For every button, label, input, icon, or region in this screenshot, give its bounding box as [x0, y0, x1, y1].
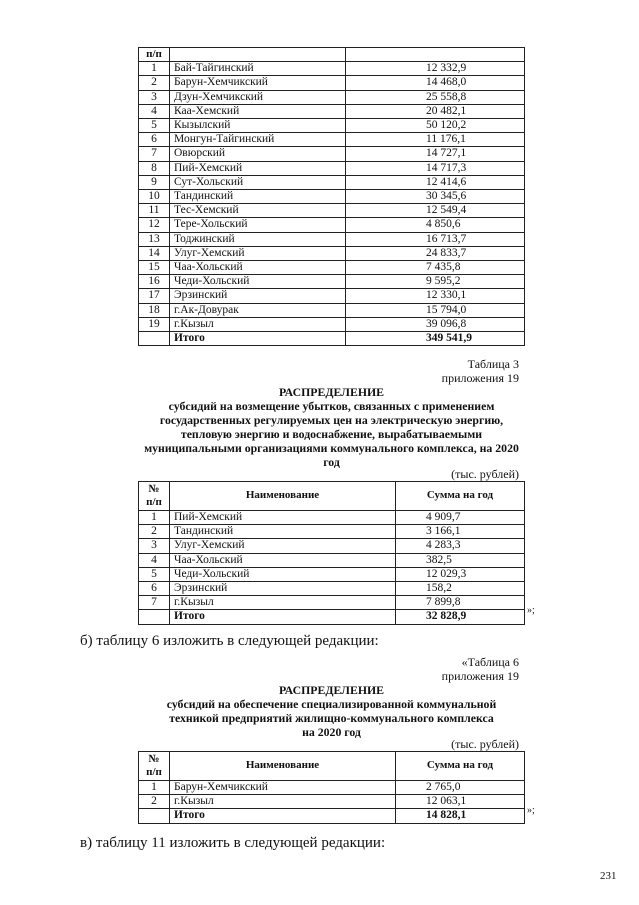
row-num: 4 [139, 553, 170, 567]
row-sum: 14 468,0 [346, 76, 525, 90]
row-sum: 24 833,7 [346, 246, 525, 260]
instruction-v: в) таблицу 11 изложить в следующей редакции: [80, 835, 386, 851]
row-sum: 14 727,1 [346, 147, 525, 161]
row-name: Тандинский [170, 190, 346, 204]
row-num: 17 [139, 289, 170, 303]
subtitle-3: на 2020 год [302, 725, 361, 739]
row-sum: 2 765,0 [396, 781, 525, 795]
header-sum: Сумма на год [396, 482, 525, 511]
subtitle-3: тепловую энергию и водоснабжение, вырабатываемыми [180, 427, 483, 441]
subtitle-1: субсидий на возмещение убытков, связанных с применением [168, 399, 495, 413]
table-row [139, 525, 525, 539]
row-num: 6 [139, 582, 170, 596]
table-1-header [139, 48, 525, 62]
row-sum: 12 063,1 [396, 795, 525, 809]
header-num-2: п/п [146, 496, 162, 508]
row-sum: 14 717,3 [346, 161, 525, 175]
instruction-b: б) таблицу 6 изложить в следующей редакции: [80, 633, 379, 649]
row-num: 1 [139, 511, 170, 525]
header-num [139, 482, 170, 511]
row-name: Эрзинский [170, 289, 346, 303]
table-1 [138, 47, 525, 346]
row-name: Тоджинский [170, 232, 346, 246]
table-6-header [139, 752, 525, 781]
table-3 [138, 481, 525, 625]
header-num-2: п/п [146, 766, 162, 778]
row-sum: 7 899,8 [396, 596, 525, 610]
row-name: г.Ак-Довурак [170, 303, 346, 317]
table-row [139, 582, 525, 596]
row-sum: 7 435,8 [346, 261, 525, 275]
row-num: 14 [139, 246, 170, 260]
table-row [139, 317, 525, 331]
heading: РАСПРЕДЕЛЕНИЕ [278, 683, 385, 697]
row-sum: 4 850,6 [346, 218, 525, 232]
units-label: (тыс. рублей) [451, 467, 519, 481]
row-name: Монгун-Тайгинский [170, 133, 346, 147]
row-name: Пий-Хемский [170, 511, 396, 525]
row-num: 19 [139, 317, 170, 331]
table-row [139, 303, 525, 317]
table-row [139, 795, 525, 809]
row-num: 1 [139, 781, 170, 795]
table-6-title [138, 683, 525, 739]
row-sum: 30 345,6 [346, 190, 525, 204]
row-name: Пий-Хемский [170, 161, 346, 175]
row-num: 2 [139, 525, 170, 539]
row-num: 7 [139, 596, 170, 610]
row-num: 8 [139, 161, 170, 175]
ref-line-2: приложения 19 [441, 371, 519, 385]
header-num: п/п [139, 48, 170, 62]
row-sum: 382,5 [396, 553, 525, 567]
end-mark: »; [527, 805, 535, 816]
row-name: Чеди-Хольский [170, 567, 396, 581]
table-6 [138, 751, 525, 824]
table-3-body [139, 511, 525, 610]
total-sum: 349 541,9 [346, 332, 525, 346]
header-sum: Сумма на год [396, 752, 525, 781]
header-name: Наименование [170, 752, 396, 781]
total-label: Итого [170, 610, 396, 624]
table-3-title [138, 385, 525, 469]
table-row [139, 511, 525, 525]
table-6-total [139, 809, 525, 823]
subtitle-5: год [323, 455, 340, 469]
row-name: Тере-Хольский [170, 218, 346, 232]
table-row [139, 90, 525, 104]
table-row [139, 596, 525, 610]
total-label: Итого [170, 809, 396, 823]
table-row [139, 218, 525, 232]
end-mark: »; [527, 605, 535, 616]
header-num-1: № [148, 753, 160, 765]
header-name: Наименование [170, 482, 396, 511]
row-num: 11 [139, 204, 170, 218]
row-num: 13 [139, 232, 170, 246]
row-num: 6 [139, 133, 170, 147]
row-name: Улуг-Хемский [170, 246, 346, 260]
row-sum: 3 166,1 [396, 525, 525, 539]
table-3-header [139, 482, 525, 511]
row-sum: 50 120,2 [346, 119, 525, 133]
table-row [139, 119, 525, 133]
total-num [139, 610, 170, 624]
header-sum [346, 48, 525, 62]
table-row [139, 232, 525, 246]
total-label: Итого [170, 332, 346, 346]
header-num-1: № [148, 483, 160, 495]
row-sum: 4 283,3 [396, 539, 525, 553]
table-row [139, 133, 525, 147]
table-row [139, 539, 525, 553]
row-num: 3 [139, 90, 170, 104]
subtitle-1: субсидий на обеспечение специализированной коммунальной [166, 697, 497, 711]
table-row [139, 781, 525, 795]
table-row [139, 275, 525, 289]
table-row [139, 76, 525, 90]
total-sum: 14 828,1 [396, 809, 525, 823]
table-row [139, 246, 525, 260]
row-num: 2 [139, 76, 170, 90]
row-name: Барун-Хемчикский [170, 781, 396, 795]
row-name: Улуг-Хемский [170, 539, 396, 553]
ref-line-1: Таблица 3 [467, 357, 519, 371]
table-row [139, 161, 525, 175]
row-name: Дзун-Хемчикский [170, 90, 346, 104]
table-row [139, 553, 525, 567]
row-sum: 4 909,7 [396, 511, 525, 525]
row-num: 7 [139, 147, 170, 161]
subtitle-4: муниципальными организациями коммунального комплекса, на 2020 [144, 441, 519, 455]
subtitle-2: техникой предприятий жилищно-коммунального комплекса [169, 711, 494, 725]
table-row [139, 261, 525, 275]
row-num: 16 [139, 275, 170, 289]
ref-line-2: приложения 19 [441, 669, 519, 683]
row-name: Чаа-Хольский [170, 553, 396, 567]
units-label: (тыс. рублей) [451, 737, 519, 751]
row-name: Каа-Хемский [170, 104, 346, 118]
heading: РАСПРЕДЕЛЕНИЕ [278, 385, 385, 399]
row-sum: 9 595,2 [346, 275, 525, 289]
table-6-body [139, 781, 525, 809]
row-name: г.Кызыл [170, 795, 396, 809]
row-num: 12 [139, 218, 170, 232]
row-name: Тандинский [170, 525, 396, 539]
row-sum: 15 794,0 [346, 303, 525, 317]
total-num [139, 809, 170, 823]
table-row [139, 147, 525, 161]
table-1-body [139, 62, 525, 332]
table-3-total [139, 610, 525, 624]
row-num: 10 [139, 190, 170, 204]
row-num: 18 [139, 303, 170, 317]
table-row [139, 204, 525, 218]
row-name: Кызылский [170, 119, 346, 133]
row-sum: 158,2 [396, 582, 525, 596]
header-name [170, 48, 346, 62]
row-name: Овюрский [170, 147, 346, 161]
table-row [139, 62, 525, 76]
row-sum: 39 096,8 [346, 317, 525, 331]
row-num: 9 [139, 175, 170, 189]
row-num: 5 [139, 119, 170, 133]
row-sum: 12 330,1 [346, 289, 525, 303]
table-3-reference [300, 357, 519, 385]
row-sum: 12 549,4 [346, 204, 525, 218]
page-number: 231 [600, 870, 617, 882]
row-name: Сут-Хольский [170, 175, 346, 189]
row-num: 1 [139, 62, 170, 76]
ref-line-1: «Таблица 6 [461, 655, 519, 669]
row-name: Бай-Тайгинский [170, 62, 346, 76]
row-sum: 12 414,6 [346, 175, 525, 189]
total-num [139, 332, 170, 346]
total-sum: 32 828,9 [396, 610, 525, 624]
row-name: Тес-Хемский [170, 204, 346, 218]
row-sum: 12 029,3 [396, 567, 525, 581]
row-name: Чаа-Хольский [170, 261, 346, 275]
row-num: 15 [139, 261, 170, 275]
table-row [139, 104, 525, 118]
row-sum: 16 713,7 [346, 232, 525, 246]
row-name: г.Кызыл [170, 596, 396, 610]
table-row [139, 289, 525, 303]
table-6-reference [300, 655, 519, 683]
row-name: г.Кызыл [170, 317, 346, 331]
row-num: 2 [139, 795, 170, 809]
row-sum: 12 332,9 [346, 62, 525, 76]
subtitle-2: государственных регулируемых цен на электрическую энергию, [159, 413, 504, 427]
header-num [139, 752, 170, 781]
table-row [139, 175, 525, 189]
row-num: 4 [139, 104, 170, 118]
row-name: Эрзинский [170, 582, 396, 596]
row-sum: 20 482,1 [346, 104, 525, 118]
row-sum: 25 558,8 [346, 90, 525, 104]
table-1-total [139, 332, 525, 346]
row-num: 3 [139, 539, 170, 553]
row-name: Барун-Хемчикский [170, 76, 346, 90]
row-num: 5 [139, 567, 170, 581]
table-row [139, 567, 525, 581]
row-sum: 11 176,1 [346, 133, 525, 147]
table-row [139, 190, 525, 204]
row-name: Чеди-Хольский [170, 275, 346, 289]
